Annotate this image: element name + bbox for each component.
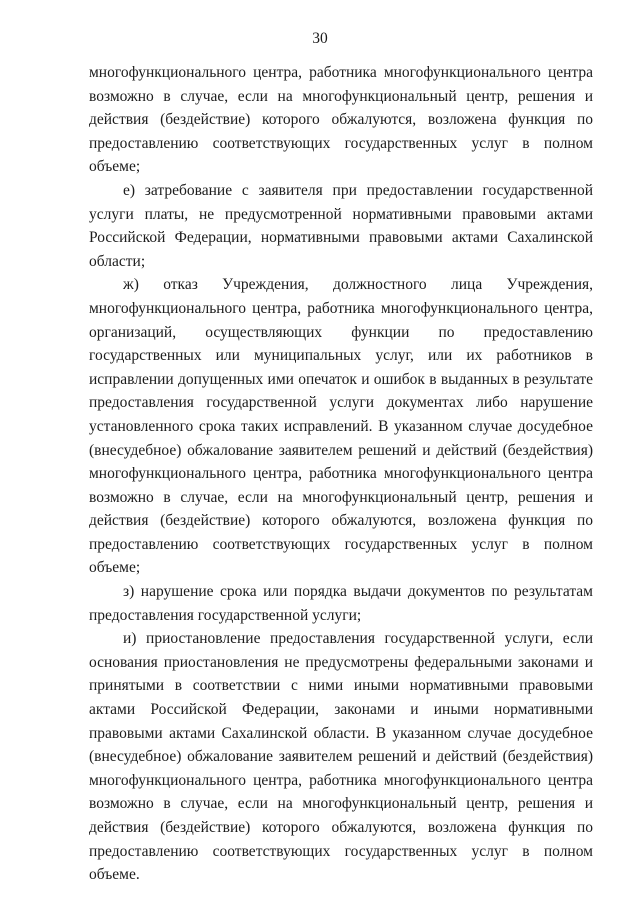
- page-number: 30: [312, 30, 328, 47]
- paragraph-continuation: многофункционального центра, работника многофункционального центра возможно в случае, если на многофункциональный центр, решения и действия (бездействие) которого обжалуются, возложена функция по предоставлению соответствующих государственных услуг в полном объеме;: [89, 64, 593, 176]
- paragraph-item-i: и) приостановление предоставления государственной услуги, если основания приостановления не предусмотрены федеральными законами и принятыми в соответствии с ними иными нормативными правовыми актами Российской Федерации, законами и иными нормативными правовыми актами Сахалинской области. В указанном случае досудебное (внесудебное) обжалование заявителем решений и действий (бездействия) многофункционального центра, работника многофункционального центра возможно в случае, если на многофункциональный центр, решения и действия (бездействие) которого обжалуются, возложена функция по предоставлению соответствующих государственных услуг в полном объеме.: [89, 630, 593, 884]
- document-body: [89, 61, 593, 887]
- paragraph-item-e: е) затребование с заявителя при предоставлении государственной услуги платы, не предусмотренной нормативными правовыми актами Российской Федерации, нормативными правовыми актами Сахалинской области;: [89, 181, 593, 270]
- paragraph-item-z: з) нарушение срока или порядка выдачи документов по результатам предоставления государственной услуги;: [89, 583, 593, 624]
- paragraph-item-zh: ж) отказ Учреждения, должностного лица Учреждения, многофункционального центра, работника многофункционального центра, организаций, осуществляющих функции по предоставлению государственных или муниципальных услуг, или их работников в исправлении допущенных ими опечаток и ошибок в выданных в результате предоставления государственной услуги документах либо нарушение установленного срока таких исправлений. В указанном случае досудебное (внесудебное) обжалование заявителем решений и действий (бездействия) многофункционального центра, работника многофункционального центра возможно в случае, если на многофункциональный центр, решения и действия (бездействие) которого обжалуются, возложена функция по предоставлению соответствующих государственных услуг в полном объеме;: [89, 276, 593, 577]
